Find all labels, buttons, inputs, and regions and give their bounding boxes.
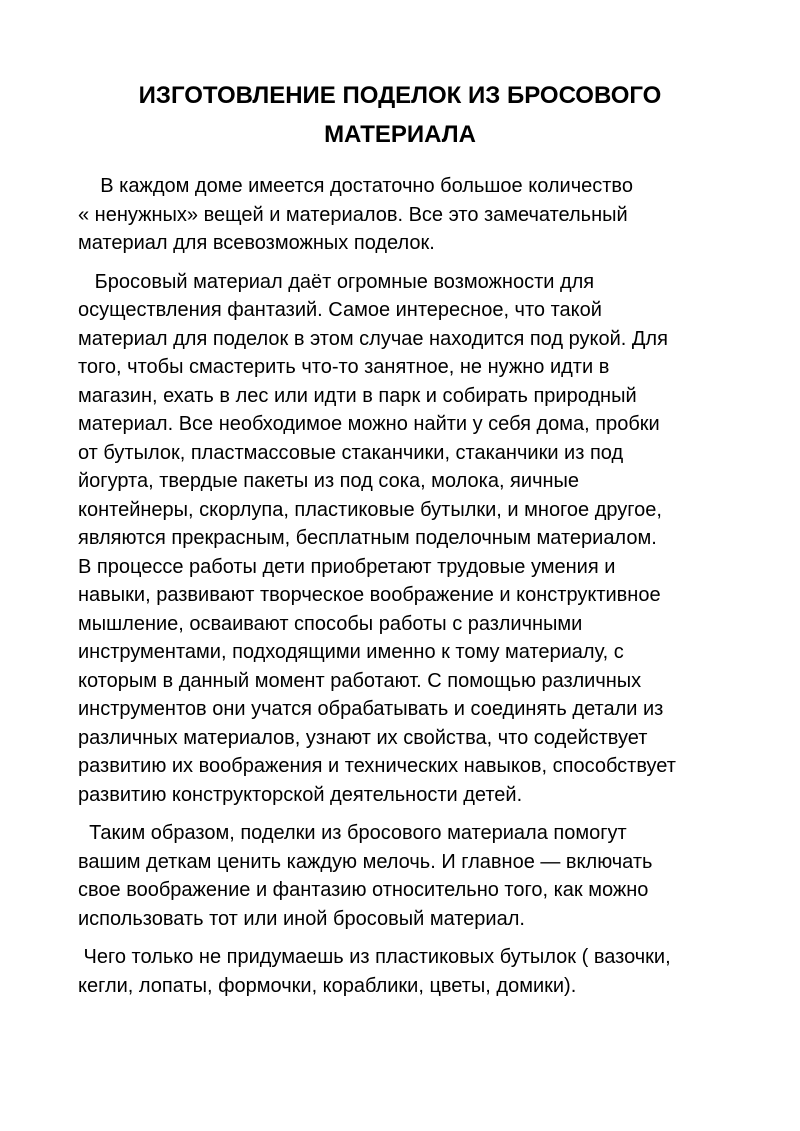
text-line: которым в данный момент работают. С помощью различных xyxy=(78,669,642,692)
paragraph-main xyxy=(78,268,738,810)
text-line: от бутылок, пластмассовые стаканчики, стаканчики из под xyxy=(78,441,624,464)
text-line: Чего только не придумаешь из пластиковых бутылок ( вазочки, xyxy=(78,946,671,968)
text-line: использовать тот или иной бросовый материал. xyxy=(78,907,525,930)
document-body xyxy=(78,172,738,1010)
text-line: свое воображение и фантазию относительно того, как можно xyxy=(78,879,649,901)
text-line: « ненужных» вещей и материалов. Все это замечательный xyxy=(78,203,628,226)
text-line: кегли, лопаты, формочки, кораблики, цветы, домики). xyxy=(78,974,577,997)
text-line: магазин, ехать в лес или идти в парк и собирать природный xyxy=(78,384,637,407)
text-line: того, чтобы смастерить что-то занятное, не нужно идти в xyxy=(78,356,610,378)
text-line: Таким образом, поделки из бросового материала помогут xyxy=(78,822,627,844)
text-line: инструментов они учатся обрабатывать и соединять детали из xyxy=(78,698,664,720)
paragraph-intro xyxy=(78,172,738,258)
text-line: развитию конструкторской деятельности детей. xyxy=(78,783,523,806)
text-line: В каждом доме имеется достаточно большое количество xyxy=(78,175,633,197)
text-line: материал для всевозможных поделок. xyxy=(78,232,435,254)
text-line: развитию их воображения и технических навыков, способствует xyxy=(78,755,676,777)
text-line: контейнеры, скорлупа, пластиковые бутылки, и многое другое, xyxy=(78,498,662,521)
text-line: вашим деткам ценить каждую мелочь. И главное — включать xyxy=(78,850,653,873)
text-line: материал для поделок в этом случае находится под рукой. Для xyxy=(78,327,668,350)
text-line: различных материалов, узнают их свойства, что содействует xyxy=(78,726,648,749)
text-line: В процессе работы дети приобретают трудовые умения и xyxy=(78,555,616,578)
text-line: инструментами, подходящими именно к тому материалу, с xyxy=(78,641,624,663)
text-line: йогурта, твердые пакеты из под сока, молока, яичные xyxy=(78,470,580,492)
text-line: Бросовый материал даёт огромные возможности для xyxy=(78,270,595,293)
text-line: являются прекрасным, бесплатным поделочным материалом. xyxy=(78,527,657,549)
paragraph-examples xyxy=(78,943,738,1000)
text-line: осуществления фантазий. Самое интересное, что такой xyxy=(78,299,602,321)
text-line: навыки, развивают творческое воображение и конструктивное xyxy=(78,584,661,606)
title-line: МАТЕРИАЛА xyxy=(324,121,476,148)
title-line: ИЗГОТОВЛЕНИЕ ПОДЕЛОК ИЗ БРОСОВОГО xyxy=(138,82,662,109)
text-line: материал. Все необходимое можно найти у себя дома, пробки xyxy=(78,413,660,435)
document-title xyxy=(80,76,720,154)
paragraph-conclusion xyxy=(78,819,738,933)
text-line: мышление, осваивают способы работы с различными xyxy=(78,612,583,635)
